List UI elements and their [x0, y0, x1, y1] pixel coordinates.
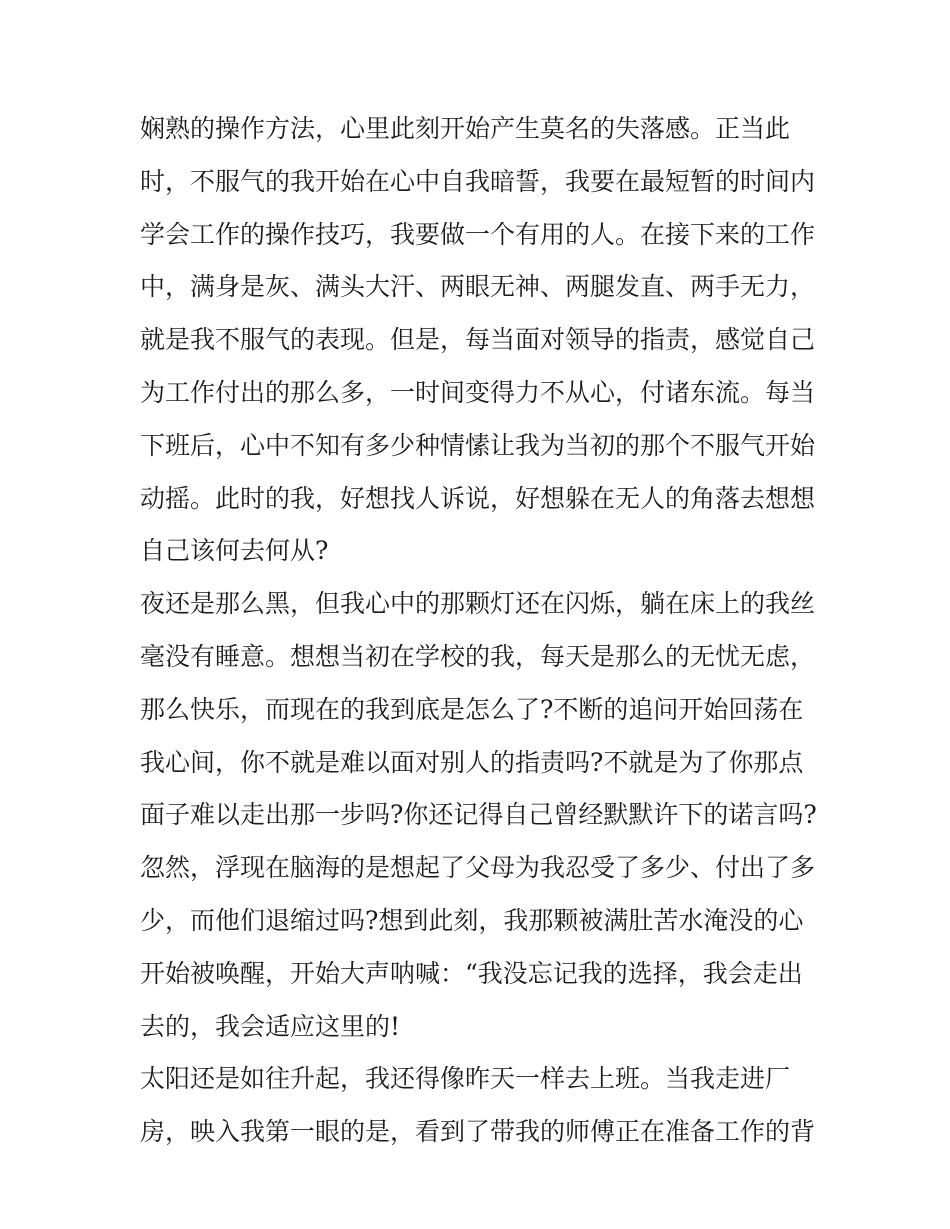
text-line: 面子难以走出那一步吗?你还记得自己曾经默默许下的诺言吗?	[140, 800, 817, 830]
text-line: 夜还是那么黑，但我心中的那颗灯还在闪烁，躺在床上的我丝	[140, 589, 816, 619]
text-line: 中，满身是灰、满头大汗、两眼无神、两腿发直、两手无力，	[140, 272, 816, 302]
text-line: 下班后，心中不知有多少种情愫让我为当初的那个不服气开始	[140, 430, 816, 460]
text-line: 开始被唤醒，开始大声呐喊：“我没忘记我的选择，我会走出	[140, 958, 803, 988]
text-line: 就是我不服气的表现。但是，每当面对领导的指责，感觉自己	[140, 325, 816, 355]
text-line: 太阳还是如往升起，我还得像昨天一样去上班。当我走进厂	[140, 1064, 791, 1094]
text-line: 房，映入我第一眼的是，看到了带我的师傅正在准备工作的背	[140, 1117, 816, 1147]
text-line: 我心间，你不就是难以面对别人的指责吗?不就是为了你那点	[140, 747, 804, 777]
text-line: 毫没有睡意。想想当初在学校的我，每天是那么的无忧无虑，	[140, 641, 816, 671]
text-line: 忽然，浮现在脑海的是想起了父母为我忍受了多少、付出了多	[140, 853, 816, 883]
text-line: 为工作付出的那么多，一时间变得力不从心，付诸东流。每当	[140, 377, 816, 407]
text-line: 自己该何去何从?	[140, 536, 329, 566]
text-line: 那么快乐，而现在的我到底是怎么了?不断的追问开始回荡在	[140, 694, 804, 724]
text-line: 学会工作的操作技巧，我要做一个有用的人。在接下来的工作	[140, 219, 816, 249]
text-line: 去的，我会适应这里的!	[140, 1011, 401, 1041]
text-line: 动摇。此时的我，好想找人诉说，好想躲在无人的角落去想想	[140, 483, 816, 513]
text-line: 少，而他们退缩过吗?想到此刻，我那颗被满肚苦水淹没的心	[140, 905, 804, 935]
text-line: 娴熟的操作方法，心里此刻开始产生莫名的失落感。正当此	[140, 114, 791, 143]
text-line: 时，不服气的我开始在心中自我暗誓，我要在最短暂的时间内	[140, 166, 816, 196]
body-text	[140, 103, 820, 1159]
